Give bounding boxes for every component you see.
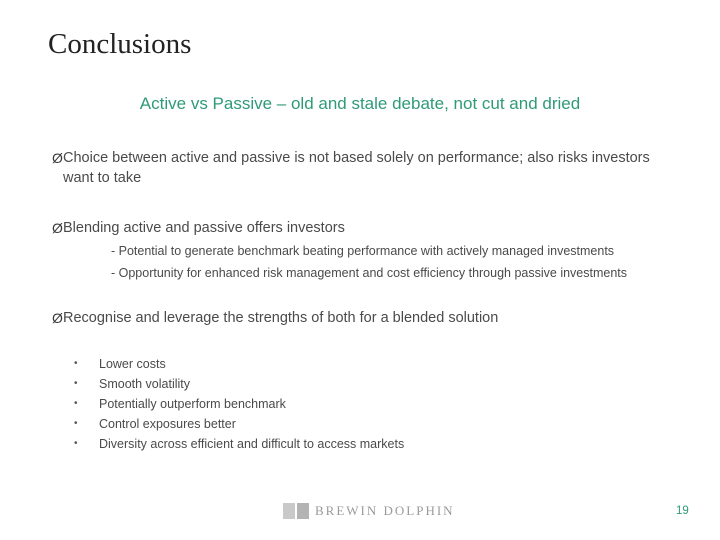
bullet-dot-icon: • <box>74 378 78 389</box>
blend-benefit-item: - Potential to generate benchmark beating performance with actively managed investments <box>111 244 615 258</box>
blend-benefits-list <box>111 240 627 284</box>
benefit-text: Control exposures better <box>99 417 236 431</box>
list-item <box>74 374 404 394</box>
conclusion-point-1 <box>52 148 672 188</box>
conclusion-point-text: Choice between active and passive is not based solely on performance; also risks investors want to take <box>63 150 650 186</box>
conclusion-point-text: Blending active and passive offers investors <box>63 220 345 236</box>
bullet-dot-icon: • <box>74 358 78 369</box>
bullet-dot-icon: • <box>74 398 78 409</box>
conclusion-point-2 <box>52 218 672 238</box>
benefit-text: Smooth volatility <box>99 377 191 391</box>
arrow-bullet-icon: Ø <box>52 220 63 236</box>
arrow-bullet-icon: Ø <box>52 310 63 326</box>
bullet-dot-icon: • <box>74 438 78 449</box>
brewin-dolphin-logo <box>283 503 455 519</box>
page-number: 19 <box>676 505 689 517</box>
slide-title: Conclusions <box>48 28 192 60</box>
slide-subtitle: Active vs Passive – old and stale debate, not cut and dried <box>139 94 581 113</box>
conclusion-point-text: Recognise and leverage the strengths of both for a blended solution <box>63 310 499 326</box>
arrow-bullet-icon: Ø <box>52 150 63 166</box>
list-item <box>74 394 404 414</box>
logo-text: BREWIN DOLPHIN <box>315 503 455 518</box>
list-item <box>74 414 404 434</box>
logo-mark-icon <box>283 503 309 519</box>
benefit-text: Potentially outperform benchmark <box>99 397 286 411</box>
benefits-list <box>74 354 404 454</box>
bullet-dot-icon: • <box>74 418 78 429</box>
list-item <box>74 354 404 374</box>
benefit-text: Diversity across efficient and difficult to access markets <box>99 437 405 451</box>
list-item <box>74 434 404 454</box>
blend-benefit-item: - Opportunity for enhanced risk management and cost efficiency through passive investments <box>111 266 628 280</box>
benefit-text: Lower costs <box>99 357 166 371</box>
conclusion-point-3 <box>52 308 672 328</box>
